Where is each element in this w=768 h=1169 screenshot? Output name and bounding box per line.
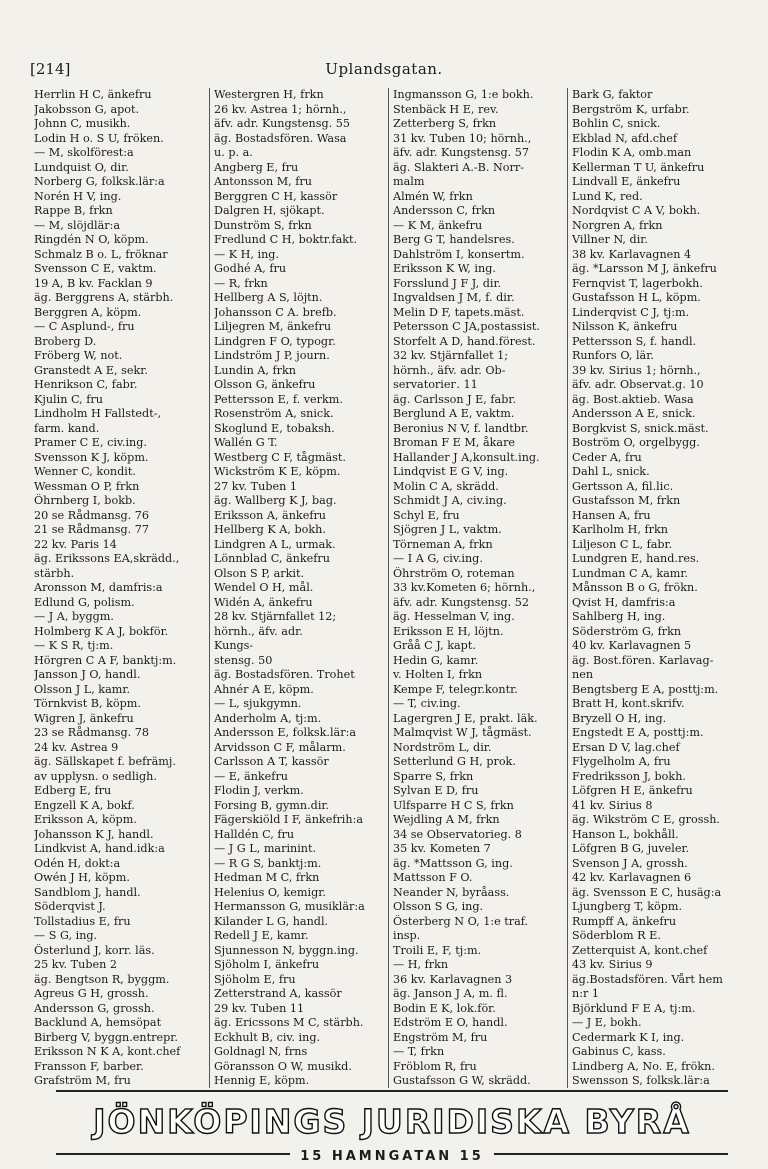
directory-entry: — K H, ing.	[214, 247, 280, 261]
advertisement-banner	[56, 1090, 728, 1162]
directory-entry: malm	[393, 175, 425, 188]
directory-entry: Swensson S, folksk.lär:a	[572, 1074, 710, 1087]
directory-entry: Herrlin H C, änkefru	[34, 88, 152, 101]
directory-entry: Fransson F, barber.	[34, 1059, 144, 1073]
directory-entry: 27 kv. Tuben 1	[214, 479, 298, 493]
directory-entry: — K S R, tj:m.	[34, 639, 114, 652]
directory-entry: — I A G, civ.ing.	[393, 552, 483, 565]
directory-entry: Sjöholm E, fru	[214, 972, 296, 986]
directory-entry: Nilsson K, änkefru	[572, 320, 678, 333]
directory-entry: Halldén C, fru	[214, 827, 295, 841]
directory-entry: Bratt H, kont.skrifv.	[572, 697, 685, 710]
directory-entry: — T, frkn	[393, 1045, 445, 1058]
directory-entry: äg. Wikström C E, grossh.	[572, 813, 720, 826]
directory-entry: Wejdling A M, frkn	[393, 813, 500, 826]
directory-entry: äg. Wallberg K J, bag.	[214, 494, 337, 507]
directory-entry: Bengtsberg E A, posttj:m.	[572, 682, 719, 696]
directory-entry: Eriksson N K A, kont.chef	[34, 1045, 181, 1058]
directory-entry: Österlund J, korr. läs.	[34, 943, 155, 957]
directory-entry: Schmalz B o. L, fröknar	[34, 247, 168, 261]
directory-entry: hörnh., äfv. adr. Ob-	[393, 363, 506, 377]
directory-entry: Zetterberg S, frkn	[393, 117, 497, 130]
directory-entry: Eriksson A, änkefru	[214, 508, 327, 522]
directory-entry: Edlund G, polism.	[34, 595, 135, 609]
directory-entry: Pramer C E, civ.ing.	[34, 436, 147, 449]
directory-entry: 31 kv. Tuben 10; hörnh.,	[393, 131, 532, 145]
directory-entry: Berglund A E, vaktm.	[393, 407, 515, 420]
directory-entry: Olsson G, änkefru	[214, 378, 316, 391]
directory-entry: Westberg C F, tågmäst.	[214, 450, 346, 464]
firm-address: 15 HAMNGATAN 15	[290, 1149, 494, 1164]
directory-entry: u. p. a.	[214, 146, 253, 159]
directory-column-4	[567, 88, 746, 1088]
directory-entry: Lindgren F O, typogr.	[214, 334, 336, 348]
directory-entry: 23 se Rådmansg. 78	[34, 726, 149, 739]
directory-entry: Ekblad N, afd.chef	[572, 131, 678, 145]
directory-entry: — M, slöjdlär:a	[34, 218, 121, 232]
directory-entry: äg. Ericssons M C, stärbh.	[214, 1016, 364, 1029]
directory-entry: Petersson C JA,postassist.	[393, 320, 540, 333]
directory-entry: Wallén G T.	[214, 436, 278, 449]
directory-entry: 42 kv. Karlavagnen 6	[572, 871, 692, 884]
directory-entry: Lagergren J E, prakt. läk.	[393, 711, 538, 725]
directory-column-1	[30, 88, 209, 1088]
directory-entry: Lindström J P, journ.	[214, 349, 330, 362]
directory-entry: Gråå C J, kapt.	[393, 639, 476, 652]
directory-entry: Neander N, byråass.	[393, 885, 510, 899]
directory-entry: Sandblom J, handl.	[34, 885, 141, 899]
directory-entry: äfv. adr. Kungstensg. 57	[393, 146, 529, 159]
directory-entry: Forsing B, gymn.dir.	[214, 798, 330, 812]
directory-entry: Bohlin C, snick.	[572, 117, 661, 130]
directory-entry: Berggren A, köpm.	[34, 305, 142, 319]
directory-entry: Dunström S, frkn	[214, 218, 312, 232]
directory-entry: äg. Janson J A, m. fl.	[393, 987, 508, 1000]
directory-entry: — J E, bokh.	[572, 1016, 642, 1029]
directory-entry: stärbh.	[34, 566, 75, 580]
directory-entry: äg. Hesselman V, ing.	[393, 610, 515, 623]
directory-entry: Andersson C, frkn	[393, 204, 496, 217]
directory-entry: Berggren C H, kassör	[214, 189, 338, 203]
directory-entry: Sylvan E D, fru	[393, 784, 479, 797]
directory-entry: Gustafsson H L, köpm.	[572, 291, 701, 304]
directory-entry: Nordström L, dir.	[393, 740, 492, 754]
directory-entry: Broman F E M, åkare	[393, 436, 516, 449]
directory-entry: Ringdén N O, köpm.	[34, 233, 149, 246]
directory-column-3	[388, 88, 567, 1088]
directory-entry: Hellberg K A, bokh.	[214, 523, 326, 536]
directory-entry: Sjunnesson N, byggn.ing.	[214, 943, 359, 957]
directory-entry: Setterlund G H, prok.	[393, 755, 516, 768]
directory-entry: Cedermark K I, ing.	[572, 1030, 685, 1044]
directory-entry: Borgkvist S, snick.mäst.	[572, 421, 709, 435]
directory-entry: Andersson G, grossh.	[34, 1001, 155, 1015]
directory-entry: Engstedt E A, posttj:m.	[572, 726, 704, 739]
directory-entry: Svenson J A, grossh.	[572, 856, 688, 870]
directory-entry: äg. Bostadsfören. Wasa	[214, 131, 347, 145]
directory-entry: 38 kv. Karlavagnen 4	[572, 247, 692, 261]
directory-entry: Olsson S G, ing.	[393, 900, 484, 913]
directory-entry: Edberg E, fru	[34, 784, 112, 797]
directory-entry: Sahlberg H, ing.	[572, 610, 666, 623]
directory-entry: Dahlström I, konsertm.	[393, 247, 525, 261]
directory-entry: Redell J E, kamr.	[214, 929, 309, 942]
page-number: [214]	[30, 60, 71, 78]
directory-entry: 21 se Rådmansg. 77	[34, 523, 149, 536]
directory-entry: Bark G, faktor	[572, 88, 653, 101]
directory-entry: 41 kv. Sirius 8	[572, 798, 653, 812]
directory-entry: 24 kv. Astrea 9	[34, 740, 119, 754]
directory-entry: äg. Bengtson R, byggm.	[34, 972, 170, 986]
directory-entry: äg. *Larsson M J, änkefru	[572, 262, 717, 275]
directory-entry: Sjögren J L, vaktm.	[393, 523, 502, 536]
directory-entry: Olsson J L, kamr.	[34, 682, 131, 696]
directory-entry: Fredlund C H, boktr.fakt.	[214, 233, 358, 246]
directory-entry: 28 kv. Stjärnfallet 12;	[214, 610, 337, 623]
directory-entry: n:r 1	[572, 987, 599, 1000]
directory-entry: Broberg D.	[34, 334, 97, 348]
directory-entry: Kjulin C, fru	[34, 392, 103, 406]
directory-entry: Flygelholm A, fru	[572, 755, 671, 768]
directory-entry: Liljeson C L, fabr.	[572, 537, 673, 551]
directory-entry: Nordqvist C A V, bokh.	[572, 204, 701, 217]
directory-entry: Almén W, frkn	[393, 189, 473, 203]
directory-entry: Svensson K J, köpm.	[34, 450, 149, 464]
directory-entry: 22 kv. Paris 14	[34, 537, 117, 551]
directory-entry: Ersan D V, lag.chef	[572, 740, 680, 754]
directory-entry: Lindgren A L, urmak.	[214, 537, 336, 551]
directory-entry: Löfgren B G, juveler.	[572, 842, 690, 855]
directory-entry: Kilander L G, handl.	[214, 914, 329, 928]
directory-entry: hörnh., äfv. adr.	[214, 624, 303, 638]
directory-entry: Kellerman T U, änkefru	[572, 160, 705, 174]
directory-entry: Birberg V, byggn.entrepr.	[34, 1030, 178, 1044]
directory-entry: Linderqvist C J, tj:m.	[572, 305, 690, 319]
directory-entry: Ahnér A E, köpm.	[214, 682, 314, 696]
directory-entry: Lundman C A, kamr.	[572, 566, 689, 580]
directory-entry: Öhrnberg I, bokb.	[34, 494, 136, 507]
directory-entry: Granstedt A E, sekr.	[34, 363, 148, 377]
directory-entry: insp.	[393, 929, 421, 942]
directory-entry: Lundgren E, hand.res.	[572, 552, 700, 565]
directory-entry: Norgren A, frkn	[572, 218, 663, 232]
directory-entry: — E, änkefru	[214, 769, 288, 783]
directory-entry: äg. Svensson E C, husäg:a	[572, 885, 722, 899]
directory-entry: äfv. adr. Kungstensg. 55	[214, 117, 350, 130]
directory-entry: Lindvall E, änkefru	[572, 175, 681, 188]
directory-entry: servatoriег. 11	[393, 378, 478, 391]
directory-entry: Rappe B, frkn	[34, 204, 113, 217]
directory-entry: farm. kand.	[34, 421, 100, 435]
directory-entry: Göransson O W, musikd.	[214, 1059, 352, 1073]
directory-entry: Holmberg K A J, bokför.	[34, 624, 169, 638]
directory-entry: Hedman M C, frkn	[214, 871, 320, 884]
directory-entry: Wenner C, kondit.	[34, 465, 136, 478]
directory-entry: Lundin A, frkn	[214, 363, 297, 377]
directory-entry: 32 kv. Stjärnfallet 1;	[393, 349, 509, 362]
directory-entry: Storfelt A D, hand.förest.	[393, 334, 536, 348]
directory-entry: Godhé A, fru	[214, 262, 287, 275]
directory-entry: Ulfsparre H C S, frkn	[393, 798, 514, 812]
directory-entry: Törnkvist B, köpm.	[34, 697, 141, 710]
directory-entry: Rumpff A, änkefru	[572, 914, 677, 928]
directory-entry: äfv. adr. Kungstensg. 52	[393, 595, 529, 609]
directory-entry: Törneman A, frkn	[393, 537, 493, 551]
directory-entry: Odén H, dokt:a	[34, 856, 121, 870]
directory-entry: — R G S, banktj:m.	[214, 856, 322, 870]
directory-entry: stensg. 50	[214, 653, 273, 667]
directory-entry: Gustafsson M, frkn	[572, 494, 681, 507]
directory-entry: Hanson L, bokhåll.	[572, 827, 679, 841]
directory-entry: Westergren H, frkn	[214, 88, 324, 101]
directory-entry: Angberg E, fru	[214, 160, 299, 174]
directory-entry: Hennig E, köpm.	[214, 1074, 310, 1087]
directory-entry: — J G L, marinint.	[214, 842, 317, 855]
directory-entry: 39 kv. Sirius 1; hörnh.,	[572, 363, 701, 377]
directory-entry: Ceder A, fru	[572, 450, 642, 464]
directory-entry: Malmqvist W J, tågmäst.	[393, 726, 532, 739]
directory-entry: Österberg N O, 1:e traf.	[393, 914, 529, 928]
directory-entry: Henrikson C, fabr.	[34, 378, 138, 391]
directory-entry: Wessman O P, frkn	[34, 479, 140, 493]
directory-entry: Arvidsson C F, målarm.	[214, 740, 346, 754]
directory-entry: Dalgren H, sjökapt.	[214, 204, 325, 217]
directory-entry: Engström M, fru	[393, 1030, 488, 1044]
directory-entry: Jansson J O, handl.	[34, 668, 141, 681]
directory-entry: Wickström K E, köpm.	[214, 465, 341, 478]
directory-entry: Pettersson E, f. verkm.	[214, 392, 343, 406]
directory-entry: Kungs-	[214, 639, 254, 652]
directory-entry: Fägerskiöld I F, änkefrih:a	[214, 813, 364, 826]
directory-entry: Ingvaldsen J M, f. dir.	[393, 291, 515, 304]
directory-entry: Flodin K A, omb.man	[572, 146, 692, 159]
directory-entry: Lodin H o. S U, fröken.	[34, 131, 164, 145]
directory-entry: Owén J H, köpm.	[34, 871, 130, 884]
directory-entry: Liljegren M, änkefru	[214, 320, 332, 333]
directory-entry: Lindkvist A, hand.idk:a	[34, 842, 165, 855]
directory-entry: Molin C A, skrädd.	[393, 479, 499, 493]
directory-entry: Anderholm A, tj:m.	[214, 711, 322, 725]
directory-columns	[30, 88, 746, 1088]
directory-entry: äg. Bostadsfören. Trohet	[214, 668, 355, 681]
directory-entry: Andersson E, folksk.lär:a	[214, 726, 357, 739]
directory-entry: Qvist H, damfris:a	[572, 595, 676, 609]
directory-entry: Söderblom R E.	[572, 929, 661, 942]
directory-entry: Lindholm H Fallstedt-,	[34, 407, 162, 420]
directory-entry: — M, skolförest:a	[34, 146, 134, 159]
directory-entry: äg. Slakteri A.-B. Norr-	[393, 160, 524, 174]
directory-entry: Eriksson A, köpm.	[34, 813, 137, 826]
directory-entry: Sparre S, frkn	[393, 769, 474, 783]
directory-entry: Pettersson S, f. handl.	[572, 334, 697, 348]
directory-entry: Flodin J, verkm.	[214, 784, 304, 797]
page-header	[30, 60, 738, 82]
directory-entry: Öhrström O, roteman	[393, 566, 515, 580]
directory-entry: Sjöholm I, änkefru	[214, 958, 320, 971]
directory-column-2	[209, 88, 388, 1088]
directory-entry: Engzell K A, bokf.	[34, 798, 135, 812]
directory-entry: Boström O, orgelbygg.	[572, 436, 700, 449]
directory-entry: — L, sjukgymn.	[214, 697, 302, 710]
directory-entry: Eriksson E H, löjtn.	[393, 624, 504, 638]
directory-entry: 40 kv. Karlavagnen 5	[572, 639, 692, 652]
directory-entry: Berg G T, handelsres.	[393, 233, 515, 246]
directory-entry: Zetterquist A, kont.chef	[572, 943, 708, 957]
directory-entry: Månsson B o G, frökn.	[572, 581, 698, 594]
directory-entry: Eriksson K W, ing.	[393, 262, 496, 275]
directory-entry: Fröblom R, fru	[393, 1059, 477, 1073]
directory-entry: Söderqvist J.	[34, 900, 106, 913]
directory-entry: Gustafsson G W, skrädd.	[393, 1074, 531, 1087]
directory-entry: 35 kv. Kometen 7	[393, 842, 491, 855]
directory-entry: Eckhult B, civ. ing.	[214, 1030, 321, 1044]
directory-entry: Helenius O, kemigr.	[214, 885, 326, 899]
directory-entry: Lönnblad C, änkefru	[214, 552, 330, 565]
directory-entry: Schmidt J A, civ.ing.	[393, 494, 507, 507]
directory-entry: Kempe F, telegr.kontr.	[393, 682, 518, 696]
directory-entry: Jakobsson G, apot.	[34, 102, 140, 116]
directory-entry: 29 kv. Tuben 11	[214, 1001, 305, 1015]
directory-entry: — S G, ing.	[34, 929, 98, 942]
directory-entry: Lund K, red.	[572, 189, 643, 203]
directory-entry: Melin D F, tapets.mäst.	[393, 305, 525, 319]
directory-entry: — R, frkn	[214, 276, 268, 290]
directory-entry: äg.Bostadsfören. Vårt hem	[572, 972, 723, 986]
directory-entry: 25 kv. Tuben 2	[34, 958, 118, 971]
directory-entry: Hellberg A S, löjtn.	[214, 291, 323, 304]
directory-entry: Andersson A E, snick.	[572, 407, 696, 420]
directory-entry: äg. Bost.aktieb. Wasa	[572, 392, 694, 406]
directory-entry: Wigren J, änkefru	[34, 711, 134, 725]
directory-entry: Karlholm H, frkn	[572, 523, 668, 536]
directory-entry: Fernqvist T, lagerbokh.	[572, 276, 703, 290]
directory-entry: Björklund F E A, tj:m.	[572, 1001, 696, 1015]
directory-entry: Gertsson A, fil.lic.	[572, 479, 674, 493]
directory-entry: Carlsson A T, kassör	[214, 755, 329, 768]
directory-entry: 19 A, B kv. Facklan 9	[34, 276, 153, 290]
directory-entry: Lundquist O, dir.	[34, 160, 129, 174]
directory-entry: Schyl E, fru	[393, 508, 460, 522]
directory-entry: Johansson C A. brefb.	[214, 305, 337, 319]
directory-entry: 34 se Observatorieg. 8	[393, 827, 522, 841]
directory-entry: v. Holten I, frkn	[393, 668, 483, 681]
directory-entry: Tollstadius E, fru	[34, 914, 131, 928]
directory-entry: Ingmansson G, 1:e bokh.	[393, 88, 534, 101]
directory-entry: 26 kv. Astrea 1; hörnh.,	[214, 102, 347, 116]
directory-entry: Bergström K, urfabr.	[572, 102, 690, 116]
directory-entry: Gabinus C, kass.	[572, 1045, 666, 1058]
street-title: Uplandsgatan.	[325, 60, 443, 78]
directory-entry: Grafström M, fru	[34, 1074, 131, 1087]
directory-entry: Bodin E K, lok.för.	[393, 1001, 496, 1015]
directory-entry: av upplysn. o sedligh.	[34, 769, 157, 783]
directory-entry: Forsslund J F J, dir.	[393, 276, 502, 290]
directory-entry: Fredriksson J, bokh.	[572, 769, 686, 783]
directory-entry: Stenbäck H E, rev.	[393, 102, 499, 116]
directory-entry: Skoglund E, tobaksh.	[214, 421, 335, 435]
directory-entry: Hansen A, fru	[572, 508, 651, 522]
directory-entry: Hallander J A,konsult.ing.	[393, 450, 540, 464]
directory-entry: Norén H V, ing.	[34, 189, 122, 203]
directory-entry: Johansson K J, handl.	[34, 827, 154, 841]
directory-entry: Dahl L, snick.	[572, 465, 650, 478]
directory-entry: äg. *Mattsson G, ing.	[393, 856, 513, 870]
directory-entry: äg. Erikssons EA,skrädd.,	[34, 552, 180, 565]
directory-entry: Mattsson F O.	[393, 871, 473, 884]
directory-entry: — H, frkn	[393, 958, 449, 971]
directory-entry: — K M, änkefru	[393, 218, 483, 232]
directory-entry: Fröberg W, not.	[34, 349, 123, 362]
directory-entry: Villner N, dir.	[572, 233, 648, 246]
directory-entry: Wendel O H, mål.	[214, 581, 314, 594]
directory-entry: 33 kv.Kometen 6; hörnh.,	[393, 581, 536, 594]
directory-entry: Backlund A, hemsöpat	[34, 1016, 162, 1029]
directory-entry: Aronsson M, damfris:a	[34, 581, 163, 594]
directory-entry: Lindqvist E G V, ing.	[393, 465, 509, 478]
directory-entry: Zetterstrand A, kassör	[214, 987, 342, 1000]
directory-entry: Olson S P, arkit.	[214, 566, 305, 580]
directory-entry: Svensson C E, vaktm.	[34, 262, 157, 275]
directory-entry: äg. Berggrens A, stärbh.	[34, 291, 174, 304]
directory-entry: Hörgren C A F, banktj:m.	[34, 653, 177, 667]
directory-entry: äg. Bost.fören. Karlavag-	[572, 653, 714, 667]
directory-entry: Rosenström A, snick.	[214, 407, 334, 420]
directory-entry: äg. Sällskapet f. befrämj.	[34, 755, 176, 768]
directory-entry: Antonsson M, fru	[214, 175, 312, 188]
directory-entry: 20 se Rådmansg. 76	[34, 508, 149, 522]
directory-entry: Ljungberg T, köpm.	[572, 900, 683, 913]
directory-entry: äfv. adr. Observat.g. 10	[572, 378, 704, 391]
directory-entry: Beronius N V, f. landtbr.	[393, 421, 529, 435]
directory-entry: — J A, byggm.	[34, 610, 114, 623]
directory-entry: Agreus G H, grossh.	[34, 987, 149, 1000]
directory-entry: Lindberg A, No. E, frökn.	[572, 1059, 715, 1073]
directory-entry: 36 kv. Karlavagnen 3	[393, 972, 513, 986]
directory-entry: Hermansson G, musiklär:a	[214, 900, 365, 913]
directory-entry: 43 kv. Sirius 9	[572, 958, 653, 971]
directory-entry: Runfors O, lär.	[572, 349, 654, 362]
directory-entry: Löfgren H E, änkefru	[572, 784, 693, 797]
directory-entry: äg. Carlsson J E, fabr.	[393, 392, 517, 406]
directory-entry: Goldnagl N, frns	[214, 1045, 308, 1058]
directory-entry: Hedin G, kamr.	[393, 653, 479, 667]
directory-entry: Söderström G, frkn	[572, 624, 682, 638]
directory-entry: Edström E O, handl.	[393, 1016, 508, 1029]
directory-entry: nen	[572, 668, 594, 681]
directory-entry: Norberg G, folksk.lär:a	[34, 175, 165, 188]
firm-name: JÖNKÖPINGS JURIDISKA BYRÅ	[93, 1102, 691, 1141]
directory-entry: Johnn C, musikh.	[34, 117, 131, 130]
directory-entry: — T, civ.ing.	[393, 697, 461, 710]
directory-entry: Widén A, änkefru	[214, 595, 313, 609]
directory-entry: — C Asplund-, fru	[34, 320, 135, 333]
directory-entry: Bryzell O H, ing.	[572, 711, 667, 725]
directory-entry: Troili E, F, tj:m.	[393, 943, 482, 957]
